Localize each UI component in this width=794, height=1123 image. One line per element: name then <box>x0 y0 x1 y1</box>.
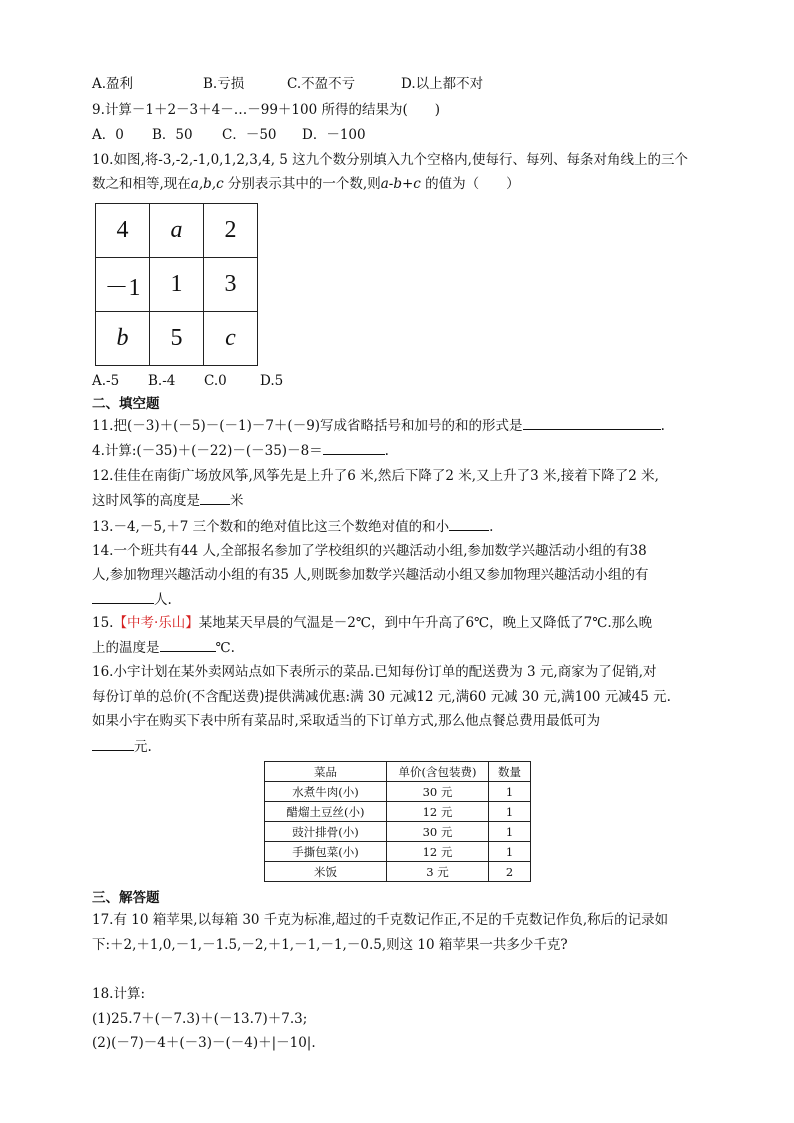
q10-option-c: C.0 <box>204 373 227 389</box>
q17-line1: 17.有 10 箱苹果,以每箱 30 千克为标准,超过的千克数记作正,不足的千克数记作负,称后的记录如 <box>92 912 669 928</box>
table-cell: 3 元 <box>387 862 489 882</box>
table-cell: 30 元 <box>387 822 489 842</box>
column-header: 数量 <box>489 762 531 782</box>
q10-line2-text-b: 分别表示其中的一个数,则 <box>223 176 381 192</box>
q4-text: 4.计算:(－35)＋(－22)－(－35)－8＝ <box>92 443 323 459</box>
menu-table <box>264 761 531 882</box>
q15-text: 某地某天早晨的气温是－2℃，到中午升高了6℃，晚上又降低了7℃.那么晚 <box>198 615 653 631</box>
table-row <box>265 822 531 842</box>
q9-option-d: D．－100 <box>302 127 366 143</box>
grid-cell: c <box>204 312 258 366</box>
table-cell: 豉汁排骨(小) <box>265 822 387 842</box>
q12-text-b: 米 <box>230 493 244 509</box>
q9-option-a: A．0 <box>92 127 124 143</box>
q15-number: 15. <box>92 615 114 631</box>
q13-text: 13.－4,－5,＋7 三个数和的绝对值比这三个数绝对值的和小 <box>92 519 450 535</box>
q12-line2 <box>92 491 244 510</box>
grid-cell: 3 <box>204 258 258 312</box>
grid-cell: 5 <box>150 312 204 366</box>
table-cell: 12 元 <box>387 802 489 822</box>
q15-text-a: 上的温度是 <box>92 640 160 656</box>
answer-blank <box>200 491 230 505</box>
q14-line3 <box>92 590 172 609</box>
table-cell: 30 元 <box>387 782 489 802</box>
grid-row <box>96 204 258 258</box>
q10-line2 <box>92 175 520 193</box>
table-header-row <box>265 762 531 782</box>
q4 <box>92 441 389 460</box>
q18-part2: (2)(－7)－4＋(－3)－(－4)＋|－10|. <box>92 1035 316 1051</box>
table-row <box>265 862 531 882</box>
q13 <box>92 517 493 536</box>
table-row <box>265 782 531 802</box>
q14-line2: 人,参加物理兴趣活动小组的有35 人,则既参加数学兴趣活动小组又参加物理兴趣活动小组的有 <box>92 567 649 583</box>
q4-end: . <box>384 443 389 459</box>
q16-line2: 每份订单的总价(不含配送费)提供满减优惠:满 30 元减12 元,满60 元减 30 元,满100 元减45 元. <box>92 689 671 705</box>
q10-options <box>92 372 283 390</box>
column-header: 单价(含包装费) <box>387 762 489 782</box>
table-cell: 水煮牛肉(小) <box>265 782 387 802</box>
q16-line3: 如果小宇在购买下表中所有菜品时,采取适当的下订单方式,那么他点餐总费用最低可为 <box>92 713 601 729</box>
table-cell: 1 <box>489 842 531 862</box>
q11-text: 11.把(－3)＋(－5)－(－1)－7＋(－9)写成省略括号和加号的和的形式是 <box>92 418 523 434</box>
q16-line1: 16.小宇计划在某外卖网站点如下表所示的菜品.已知每份订单的配送费为 3 元,商家为了促销,对 <box>92 664 657 680</box>
grid-cell: 1 <box>150 258 204 312</box>
q8-option-c: C.不盈不亏 <box>287 76 356 92</box>
table-cell: 手撕包菜(小) <box>265 842 387 862</box>
q11 <box>92 416 665 435</box>
answer-blank <box>92 590 154 604</box>
table-cell: 1 <box>489 782 531 802</box>
q14-line1: 14.一个班共有44 人,全部报名参加了学校组织的兴趣活动小组,参加数学兴趣活动小组的有38 <box>92 543 647 559</box>
table-cell: 1 <box>489 822 531 842</box>
table-row <box>265 842 531 862</box>
q18-title: 18.计算: <box>92 986 146 1002</box>
q18-part1: (1)25.7＋(－7.3)＋(－13.7)＋7.3; <box>92 1011 308 1027</box>
q10-line2-text-a: 数之和相等,现在 <box>92 176 191 192</box>
q9-option-c: C．－50 <box>222 127 277 143</box>
q15-line1 <box>92 614 652 632</box>
q10-line1: 10.如图,将-3,-2,-1,0,1,2,3,4, 5 这九个数分别填入九个空格内,使每行、每列、每条对角线上的三个 <box>92 152 688 168</box>
q8-option-a: A.盈利 <box>92 76 134 92</box>
answer-blank <box>160 638 216 652</box>
grid-row <box>96 312 258 366</box>
table-cell: 12 元 <box>387 842 489 862</box>
q8-option-d: D.以上都不对 <box>401 76 484 92</box>
q16-line4 <box>92 737 152 756</box>
grid-cell: －1 <box>96 258 150 312</box>
section-title-fill-in: 二、填空题 <box>92 396 160 412</box>
grid-cell: 2 <box>204 204 258 258</box>
q17-line2: 下:＋2,＋1,0,－1,－1.5,－2,＋1,－1,－1,－0.5,则这 10 箱苹果一共多少千克? <box>92 937 568 953</box>
q12-line1: 12.佳佳在南街广场放风筝,风筝先是上升了6 米,然后下降了2 米,又上升了3 米,接着下降了2 米, <box>92 468 659 484</box>
answer-blank <box>92 737 134 751</box>
q9-options <box>92 126 366 144</box>
table-row <box>265 802 531 822</box>
q10-line2-text-c: 的值为（ ） <box>420 176 520 192</box>
q10-expression: a-b+c <box>380 176 421 192</box>
q11-end: . <box>660 418 665 434</box>
q13-end: . <box>489 519 494 535</box>
table-cell: 醋熘土豆丝(小) <box>265 802 387 822</box>
q12-text-a: 这时风筝的高度是 <box>92 493 200 509</box>
q10-option-d: D.5 <box>260 373 284 389</box>
table-cell: 2 <box>489 862 531 882</box>
q9-option-b: B．50 <box>152 127 193 143</box>
section-title-solve: 三、解答题 <box>92 890 160 906</box>
answer-blank <box>323 441 385 455</box>
q10-option-a: A.-5 <box>92 373 120 389</box>
column-header: 菜品 <box>265 762 387 782</box>
q14-end: 人. <box>154 592 172 608</box>
q15-text-b: ℃. <box>215 640 235 656</box>
grid-row <box>96 258 258 312</box>
q10-variables: a,b,c <box>190 176 224 192</box>
q15-line2 <box>92 638 235 657</box>
q9-stem: 9.计算－1＋2－3＋4－…－99＋100 所得的结果为( ) <box>92 102 441 118</box>
magic-square-grid <box>95 203 258 366</box>
answer-blank <box>449 517 489 531</box>
q16-end: 元. <box>134 739 152 755</box>
q8-options <box>92 75 483 93</box>
q10-option-b: B.-4 <box>148 373 176 389</box>
grid-cell: 4 <box>96 204 150 258</box>
q8-option-b: B.亏损 <box>203 76 245 92</box>
q15-source-tag: 【中考·乐山】 <box>113 615 199 631</box>
answer-blank <box>523 416 661 430</box>
grid-cell: b <box>96 312 150 366</box>
table-cell: 米饭 <box>265 862 387 882</box>
table-cell: 1 <box>489 802 531 822</box>
grid-cell: a <box>150 204 204 258</box>
